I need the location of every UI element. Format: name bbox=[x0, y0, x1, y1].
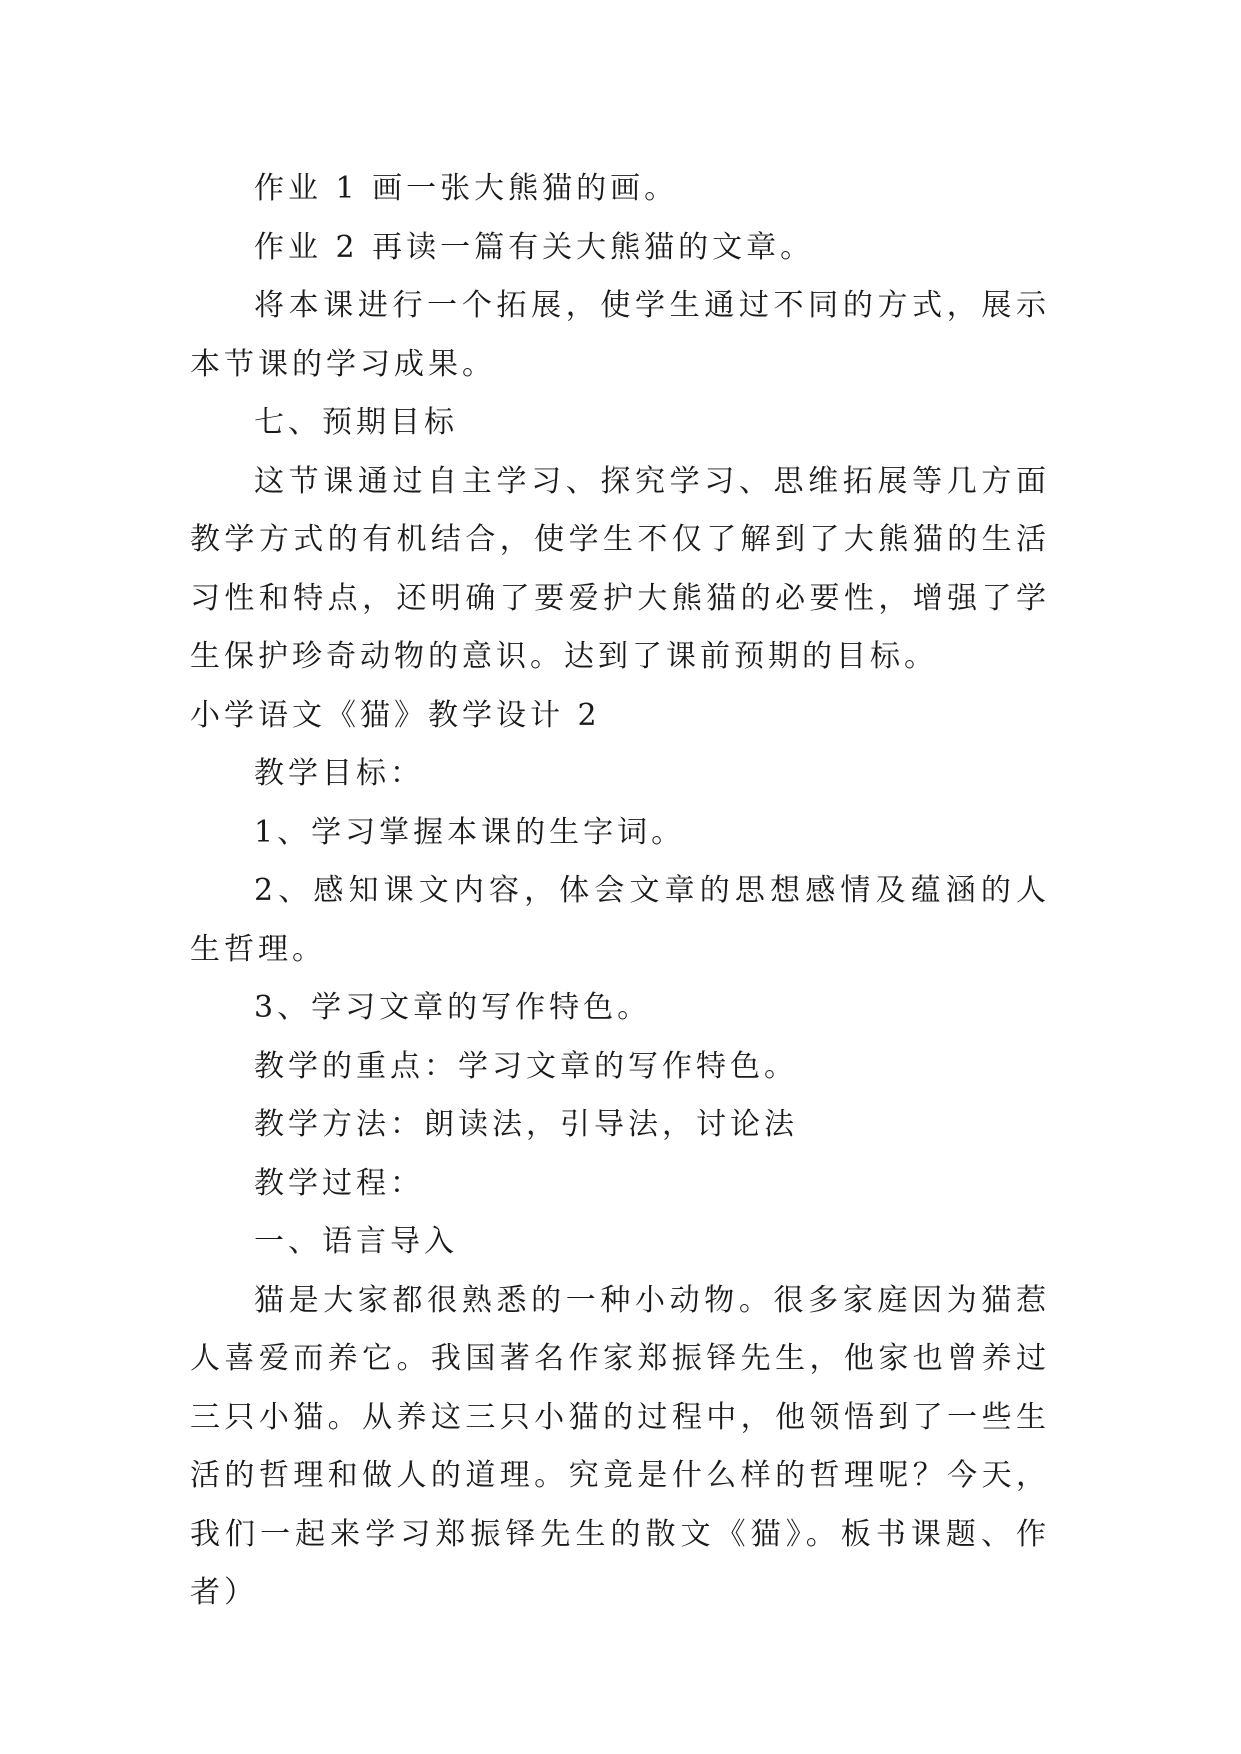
paragraph-goal-2: 2、感知课文内容，体会文章的思想感情及蕴涵的人生哲理。 bbox=[190, 873, 1050, 967]
paragraph-homework-1: 作业 1 画一张大熊猫的画。 bbox=[254, 171, 679, 206]
heading-expected-goals: 七、预期目标 bbox=[254, 405, 458, 440]
paragraph-methods: 教学方法：朗读法，引导法，讨论法 bbox=[254, 1107, 798, 1142]
paragraph-teaching-goals-label: 教学目标： bbox=[254, 756, 424, 791]
paragraph-expected-goals: 这节课通过自主学习、探究学习、思维拓展等几方面教学方式的有机结合，使学生不仅了解到了大熊猫的生活习性和特点，还明确了要爱护大熊猫的必要性，增强了学生保护珍奇动物的意识。达到了课前预期的目标。 bbox=[190, 463, 1050, 674]
paragraph-process-label: 教学过程： bbox=[254, 1165, 424, 1201]
paragraph-extension: 将本课进行一个拓展，使学生通过不同的方式，展示本节课的学习成果。 bbox=[190, 288, 1050, 382]
paragraph-goal-1: 1、学习掌握本课的生字词。 bbox=[254, 814, 686, 850]
document-body bbox=[190, 160, 1050, 1623]
paragraph-homework-2: 作业 2 再读一篇有关大熊猫的文章。 bbox=[254, 229, 815, 265]
paragraph-key-point: 教学的重点：学习文章的写作特色。 bbox=[254, 1048, 798, 1084]
heading-introduction: 一、语言导入 bbox=[254, 1224, 458, 1259]
paragraph-introduction: 猫是大家都很熟悉的一种小动物。很多家庭因为猫惹人喜爱而养它。我国著名作家郑振铎先生，他家也曾养过三只小猫。从养这三只小猫的过程中，他领悟到了一些生活的哲理和做人的道理。究竟是什么样的哲理呢？今天，我们一起来学习郑振铎先生的散文《猫》。板书课题、作者） bbox=[190, 1282, 1050, 1610]
section-title: 小学语文《猫》教学设计 2 bbox=[190, 697, 601, 733]
paragraph-goal-3: 3、学习文章的写作特色。 bbox=[254, 990, 652, 1025]
